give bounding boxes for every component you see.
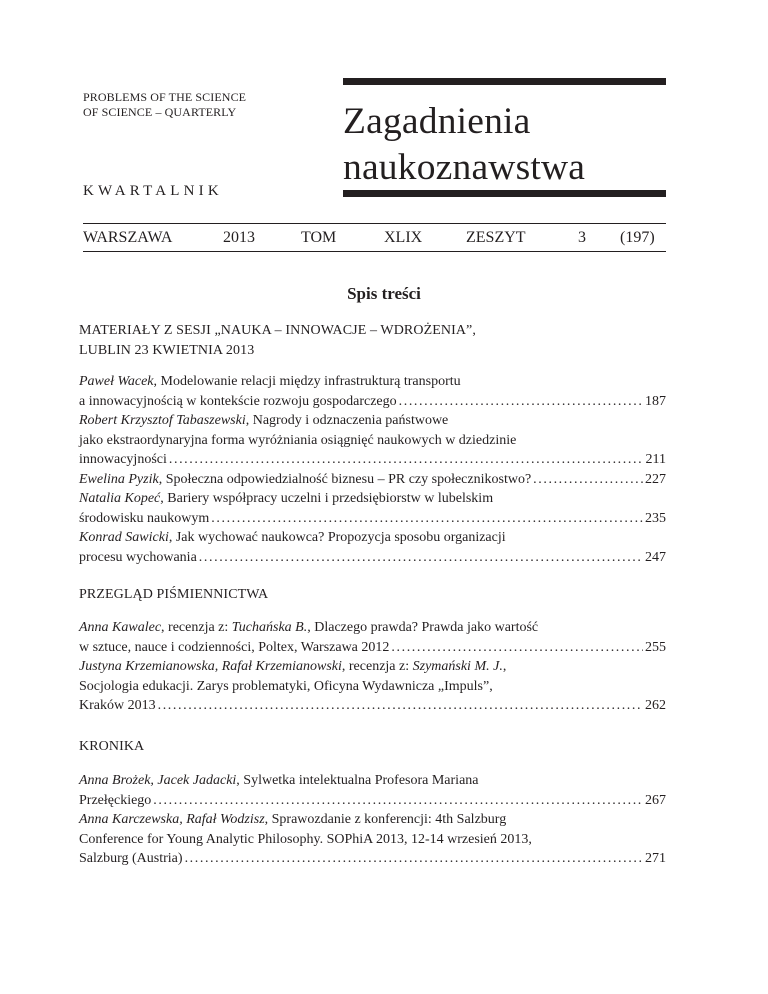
toc-entry[interactable]: Justyna Krzemianowska, Rafał Krzemianowski, recenzja z: Szymański M. J., — [79, 659, 507, 674]
page-number: 247 — [645, 549, 666, 565]
toc-entry-last-line[interactable]: a innowacyjnością w kontekście rozwoju gospodarczego ..... 187 — [79, 392, 666, 412]
meta-top-rule — [83, 223, 666, 224]
journal-title — [343, 99, 585, 191]
meta-bottom-rule — [83, 251, 666, 252]
dot-leader — [533, 470, 643, 490]
toc-entry[interactable]: Ewelina Pyzik, Społeczna odpowiedzialność biznesu – PR czy społecznikostwo? ..... 227 — [79, 470, 666, 490]
entry-author: Justyna Krzemianowska, Rafał Krzemianowski — [79, 659, 342, 674]
journal-title-line2: naukoznawstwa — [343, 147, 586, 188]
meta-zeszyt: 3 — [578, 229, 586, 246]
dot-leader — [158, 696, 643, 716]
meta-city: WARSZAWA — [83, 229, 173, 246]
reviewed-author: Tuchańska B. — [231, 620, 308, 635]
toc-entry[interactable]: Konrad Sawicki, Jak wychować naukowca? Propozycja sposobu organizacji — [79, 530, 506, 545]
entry-author: Anna Karczewska, Rafał Wodzisz — [79, 812, 265, 827]
english-title-line2: OF SCIENCE – QUARTERLY — [83, 105, 237, 119]
meta-year: 2013 — [223, 229, 255, 246]
entry-author: Robert Krzysztof Tabaszewski — [79, 413, 246, 428]
entry-author: Natalia Kopeć — [79, 491, 161, 506]
page-number: 187 — [645, 393, 666, 409]
dot-leader — [391, 638, 643, 658]
toc-section2: Anna Kawalec, recenzja z: Tuchańska B., Dlaczego prawda? Prawda jako wartość w sztuce, nauce i codzienności, Poltex, Warszawa 2012 ..... 255 Justyna Krzemianowska, Rafał Krzemianowski, recenzja z: Szymański M. J., Socjologia edukacji. Zarys problematyki, Oficyna Wydawnicza „Impuls”, Kraków 2013 ..... 262 — [79, 618, 666, 716]
toc-entry-last-line[interactable]: Salzburg (Austria) ..... 271 — [79, 849, 666, 869]
page-number: 271 — [645, 851, 666, 866]
toc-section3: Anna Brożek, Jacek Jadacki, Sylwetka intelektualna Profesora Mariana Przełęckiego ..... 267 Anna Karczewska, Rafał Wodzisz, Sprawozdanie z konferencji: 4th Salzburg Conference for Young Analytic Philosophy. SOPhiA 2013, 12-14 wrzesień 2013, Salzburg (Austria) ..... 271 — [79, 771, 666, 869]
page-number: 211 — [645, 452, 666, 467]
meta-zeszyt-label: ZESZYT — [466, 229, 526, 246]
toc-entry[interactable]: Natalia Kopeć, Bariery współpracy uczelni i przedsiębiorstw w lubelskim — [79, 491, 494, 506]
title-bottom-bar — [343, 190, 666, 197]
english-title-line1: PROBLEMS OF THE SCIENCE — [83, 90, 247, 104]
meta-issue: (197) — [620, 229, 655, 246]
entry-author: Konrad Sawicki — [79, 530, 169, 545]
toc-entry[interactable]: Robert Krzysztof Tabaszewski, Nagrody i odznaczenia państwowe — [79, 413, 449, 428]
section-title-materialy: MATERIAŁY Z SESJI „NAUKA – INNOWACJE – WDROŻENIA”, LUBLIN 23 KWIETNIA 2013 — [79, 323, 476, 358]
toc-entry-last-line[interactable]: w sztuce, nauce i codzienności, Poltex, Warszawa 2012 ..... 255 — [79, 638, 666, 658]
entry-author: Paweł Wacek — [79, 374, 154, 389]
dot-leader — [199, 548, 643, 568]
section-title-przeglad: PRZEGLĄD PIŚMIENNICTWA — [79, 587, 269, 602]
page-number: 235 — [645, 510, 666, 526]
toc-entry-last-line[interactable]: innowacyjności ..... 211 — [79, 450, 666, 470]
toc-entry[interactable]: Paweł Wacek, Modelowanie relacji między infrastrukturą transportu — [79, 374, 461, 389]
toc-entry[interactable]: Anna Brożek, Jacek Jadacki, Sylwetka intelektualna Profesora Mariana — [79, 773, 479, 788]
entry-author: Anna Brożek, Jacek Jadacki — [79, 773, 237, 788]
title-top-bar — [343, 78, 666, 85]
dot-leader — [153, 791, 643, 811]
reviewed-author: Szymański M. J. — [412, 659, 503, 674]
toc-section1: Paweł Wacek, Modelowanie relacji między infrastrukturą transportu a innowacyjnością w kontekście rozwoju gospodarczego ..... 187 Robert Krzysztof Tabaszewski, Nagrody i odznaczenia państwowe jako ekstraordynaryjna forma wyróżniania osiągnięć naukowych w dziedzinie innowacyjności ..... 211 Ewelina Pyzik, Społeczna odpowiedzialność biznesu – PR czy społecznikostwo? ..... 227 Natalia Kopeć, Bariery współpracy uczelni i przedsiębiorstw w lubelskim środowisku naukowym ..... 235 Konrad Sawicki, Jak wychować naukowca? Propozycja sposobu organizacji procesu wychowania ..... 247 — [79, 372, 666, 567]
journal-title-line1: Zagadnienia — [343, 101, 531, 142]
page-number: 267 — [645, 792, 666, 808]
entry-author: Anna Kawalec — [79, 620, 162, 635]
dot-leader — [185, 849, 643, 869]
page-number: 255 — [645, 639, 666, 655]
meta-tom-label: TOM — [301, 229, 337, 246]
toc-entry[interactable]: Anna Kawalec, recenzja z: Tuchańska B., Dlaczego prawda? Prawda jako wartość — [79, 620, 539, 635]
dot-leader — [211, 509, 643, 529]
page-number: 227 — [645, 471, 666, 487]
toc-heading: Spis treści — [347, 284, 421, 303]
kwartalnik-label: KWARTALNIK — [83, 183, 223, 199]
toc-entry-last-line[interactable]: Przełęckiego ..... 267 — [79, 791, 666, 811]
page-number: 262 — [645, 698, 666, 713]
toc-entry-last-line[interactable]: środowisku naukowym ..... 235 — [79, 509, 666, 529]
section-title-kronika: KRONIKA — [79, 739, 145, 754]
toc-entry-last-line[interactable]: procesu wychowania ..... 247 — [79, 548, 666, 568]
toc-entry-last-line[interactable]: Kraków 2013 ..... 262 — [79, 696, 666, 716]
english-title — [83, 90, 246, 120]
entry-author: Ewelina Pyzik — [79, 471, 159, 487]
meta-tom: XLIX — [384, 229, 423, 246]
dot-leader — [169, 450, 644, 470]
dot-leader — [399, 392, 643, 412]
toc-entry[interactable]: Anna Karczewska, Rafał Wodzisz, Sprawozdanie z konferencji: 4th Salzburg — [79, 812, 507, 827]
